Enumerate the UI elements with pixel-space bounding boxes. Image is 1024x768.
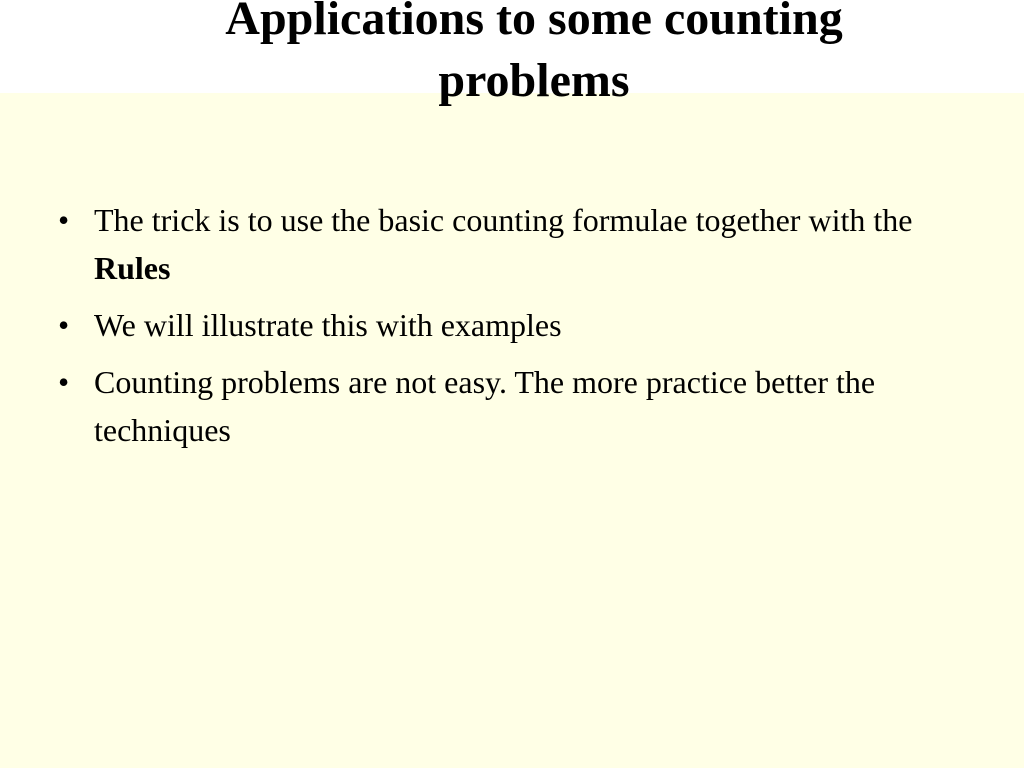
bullet-bold-text: Rules bbox=[94, 250, 171, 286]
bullet-item bbox=[58, 358, 958, 454]
bullet-dot-icon: • bbox=[58, 202, 70, 238]
bullet-text: The trick is to use the basic counting formulae together with the bbox=[94, 202, 913, 238]
bullet-dot-icon: • bbox=[58, 307, 70, 343]
bullet-item bbox=[58, 196, 958, 292]
bullet-text: Counting problems are not easy. The more practice better the techniques bbox=[94, 364, 876, 448]
bullet-dot-icon: • bbox=[58, 364, 70, 400]
slide-title-line-1: Applications to some counting bbox=[225, 0, 843, 45]
bullet-list bbox=[58, 196, 958, 463]
bullet-item bbox=[58, 301, 958, 349]
bullet-text: We will illustrate this with examples bbox=[94, 307, 562, 343]
slide-title bbox=[0, 0, 1024, 112]
slide-title-line-2: problems bbox=[438, 54, 630, 107]
